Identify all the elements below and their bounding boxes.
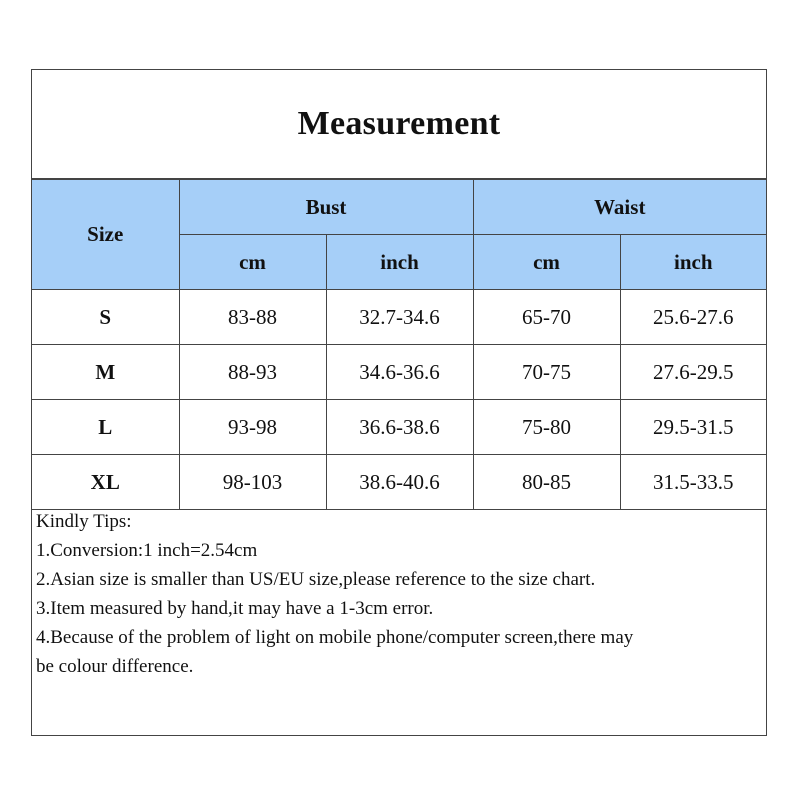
- kindly-tips: [36, 507, 762, 681]
- header-waist-cm: cm: [473, 235, 620, 290]
- bust-cm-cell: 88-93: [179, 345, 326, 400]
- table-row: [32, 400, 766, 455]
- size-chart: [31, 69, 767, 736]
- header-bust-inch: inch: [326, 235, 473, 290]
- waist-cm-cell: 80-85: [473, 455, 620, 510]
- chart-title: Measurement: [32, 70, 766, 179]
- table-row: [32, 345, 766, 400]
- size-table: [32, 179, 766, 510]
- waist-cm-cell: 75-80: [473, 400, 620, 455]
- bust-inch-cell: 38.6-40.6: [326, 455, 473, 510]
- size-cell: S: [32, 290, 179, 345]
- header-bust: Bust: [179, 180, 473, 235]
- bust-cm-cell: 93-98: [179, 400, 326, 455]
- tip-item: 4.Because of the problem of light on mobile phone/computer screen,there may: [36, 627, 634, 648]
- waist-inch-cell: 29.5-31.5: [620, 400, 766, 455]
- waist-inch-cell: 25.6-27.6: [620, 290, 766, 345]
- header-size: Size: [32, 180, 179, 290]
- tip-item: 1.Conversion:1 inch=2.54cm: [36, 540, 258, 561]
- table-row: [32, 455, 766, 510]
- bust-inch-cell: 32.7-34.6: [326, 290, 473, 345]
- table-row: [32, 290, 766, 345]
- bust-cm-cell: 98-103: [179, 455, 326, 510]
- tip-item: 3.Item measured by hand,it may have a 1-3cm error.: [36, 598, 434, 619]
- tip-item: be colour difference.: [36, 656, 194, 677]
- header-waist-inch: inch: [620, 235, 766, 290]
- size-cell: M: [32, 345, 179, 400]
- bust-inch-cell: 36.6-38.6: [326, 400, 473, 455]
- bust-inch-cell: 34.6-36.6: [326, 345, 473, 400]
- header-bust-cm: cm: [179, 235, 326, 290]
- waist-inch-cell: 27.6-29.5: [620, 345, 766, 400]
- size-cell: XL: [32, 455, 179, 510]
- size-cell: L: [32, 400, 179, 455]
- tip-item: 2.Asian size is smaller than US/EU size,please reference to the size chart.: [36, 569, 596, 590]
- waist-cm-cell: 70-75: [473, 345, 620, 400]
- tips-heading: Kindly Tips:: [36, 511, 132, 532]
- header-waist: Waist: [473, 180, 766, 235]
- bust-cm-cell: 83-88: [179, 290, 326, 345]
- waist-inch-cell: 31.5-33.5: [620, 455, 766, 510]
- table-header-row-groups: [32, 180, 766, 235]
- waist-cm-cell: 65-70: [473, 290, 620, 345]
